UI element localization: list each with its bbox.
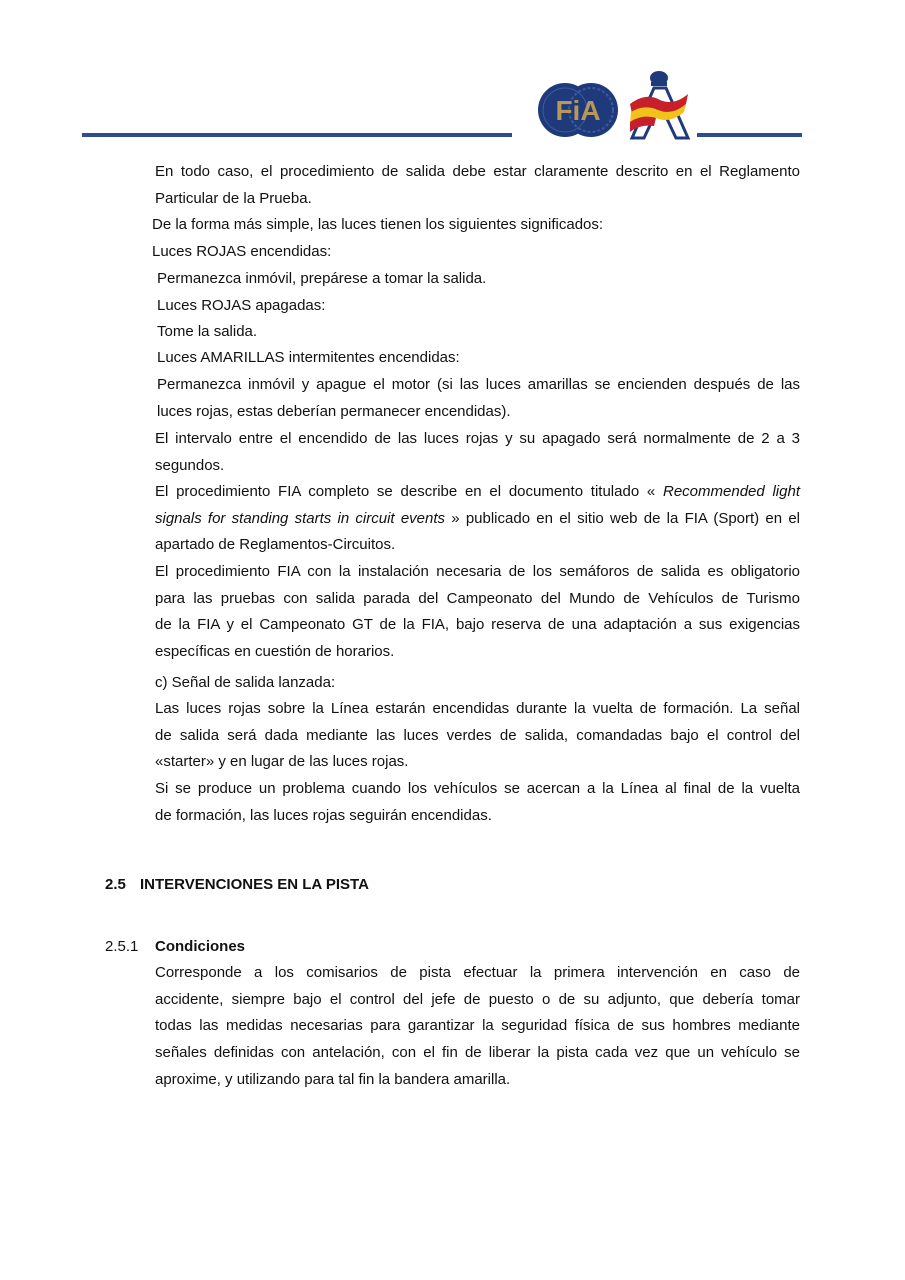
paragraph-line: de formación, las luces rojas seguirán encendidas. xyxy=(155,806,492,824)
paragraph-line: para las pruebas con salida parada del Campeonato del Mundo de Vehículos de Turismo xyxy=(155,589,800,607)
paragraph-line: aproxime, y utilizando para tal fin la bandera amarilla. xyxy=(155,1070,511,1088)
paragraph-line: señales definidas con antelación, con el fin de liberar la pista cada vez que un vehículo se xyxy=(155,1044,800,1062)
fia-logo xyxy=(537,82,619,138)
paragraph-line: de salida será dada mediante las luces verdes de salida, comandadas bajo el control del xyxy=(155,726,800,744)
paragraph-line: Particular de la Prueba. xyxy=(155,189,312,207)
paragraph-line xyxy=(155,482,800,502)
paragraph-line: luces rojas, estas deberían permanecer encendidas). xyxy=(157,402,511,420)
section-number: 2.5 xyxy=(105,876,126,893)
italic-title: signals for standing starts in circuit events xyxy=(155,509,446,527)
paragraph-line: Si se produce un problema cuando los vehículos se acercan a la Línea al final de la vuelta xyxy=(155,780,800,797)
section-title: INTERVENCIONES EN LA PISTA xyxy=(140,876,369,893)
paragraph-line: El intervalo entre el encendido de las luces rojas y su apagado será normalmente de 2 a 3 xyxy=(155,430,800,447)
paragraph-line: específicas en cuestión de horarios. xyxy=(155,642,395,660)
italic-title: Recommended light xyxy=(663,483,800,500)
paragraph-line: Luces AMARILLAS intermitentes encendidas: xyxy=(157,349,460,366)
paragraph-line: De la forma más simple, las luces tienen los siguientes significados: xyxy=(152,216,604,233)
line-text: El procedimiento FIA completo se describe en el documento titulado « xyxy=(155,483,656,500)
subsection-title: Condiciones xyxy=(155,938,246,955)
paragraph-line: «starter» y en lugar de las luces rojas. xyxy=(155,753,409,771)
paragraph-line: El procedimiento FIA con la instalación necesaria de los semáforos de salida es obligatorio xyxy=(155,563,800,580)
paragraph-line: Luces ROJAS apagadas: xyxy=(157,297,326,314)
line-text: » publicado en el sitio web de la FIA (Sport) en el xyxy=(451,509,800,527)
paragraph-line: c) Señal de salida lanzada: xyxy=(155,674,336,691)
paragraph-line: de la FIA y el Campeonato GT de la FIA, bajo reserva de una adaptación a sus exigencias xyxy=(155,616,800,634)
subsection-number: 2.5.1 xyxy=(105,938,139,955)
paragraph-line: segundos. xyxy=(155,456,225,474)
paragraph-line: Corresponde a los comisarios de pista efectuar la primera intervención en caso de xyxy=(155,964,800,981)
paragraph-line: Permanezca inmóvil y apague el motor (si las luces amarillas se encienden después de las xyxy=(157,376,800,393)
paragraph-line: apartado de Reglamentos-Circuitos. xyxy=(155,536,396,554)
rfeda-logo xyxy=(626,70,692,140)
paragraph-line: En todo caso, el procedimiento de salida debe estar claramente descrito en el Reglamento xyxy=(155,163,800,180)
paragraph-line: Permanezca inmóvil, prepárese a tomar la salida. xyxy=(157,270,487,287)
svg-text:FiA: FiA xyxy=(555,95,601,126)
paragraph-line: Luces ROJAS encendidas: xyxy=(152,243,332,260)
paragraph-line xyxy=(155,509,800,529)
paragraph-line: todas las medidas necesarias para garantizar la seguridad física de sus hombres mediante xyxy=(155,1017,800,1035)
paragraph-line: Las luces rojas sobre la Línea estarán encendidas durante la vuelta de formación. La señal xyxy=(155,700,800,717)
header-rule-left xyxy=(82,133,512,137)
paragraph-line: accidente, siempre bajo el control del jefe de puesto o de su adjunto, que debería tomar xyxy=(155,990,800,1008)
paragraph-line: Tome la salida. xyxy=(157,323,258,340)
header-rule-right xyxy=(697,133,802,137)
